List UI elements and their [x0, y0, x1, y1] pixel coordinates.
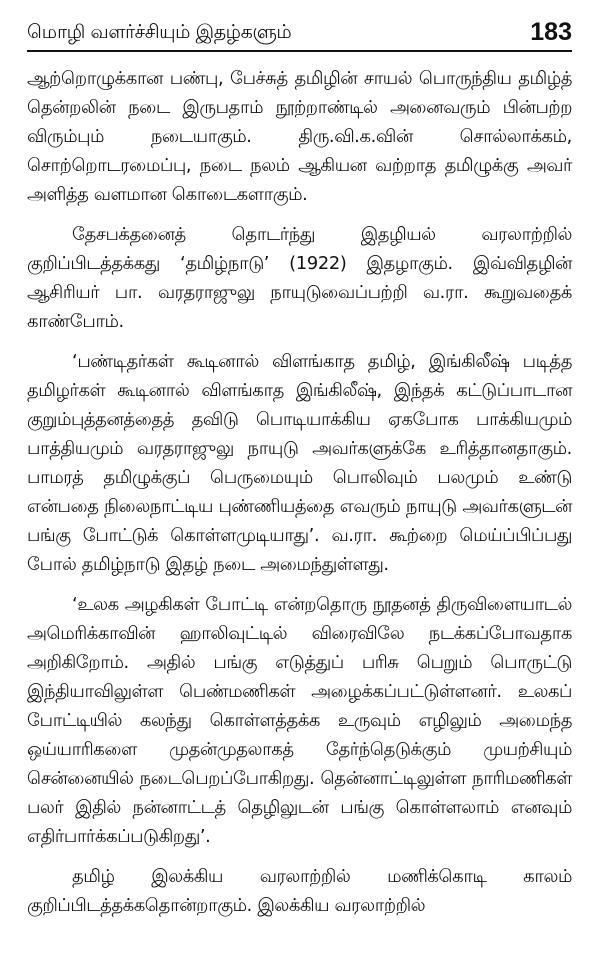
page-body [27, 64, 572, 920]
block-quote-1: ‘பண்டிதர்கள் கூடினால் விளங்காத தமிழ், இங்கிலீஷ் படித்த தமிழர்கள் கூடினால் விளங்காத இங்கிலீஷ், இந்தக் கட்டுப்பாடான குறும்புத்தனத்தைத் தவிடு பொடியாக்கிய ஏகபோக பாக்கியமும் பாத்தியமும் வரதராஜுலு நாயுடு அவர்களுக்கே உரித்தானதாகும். பாமரத் தமிழுக்குப் பெருமையும் பொலிவும் பலமும் உண்டு என்பதை நிலைநாட்டிய புண்ணியத்தை எவரும் நாயுடு அவர்களுடன் பங்கு போட்டுக் கொள்ளமுடியாது’. வ.ரா. கூற்றை மெய்ப்பிப்பது போல் தமிழ்நாடு இதழ் நடை அமைந்துள்ளது. [27, 351, 572, 575]
paragraph-2: தேசபக்தனைத் தொடர்ந்து இதழியல் வரலாற்றில் குறிப்பிடத்தக்கது ‘தமிழ்நாடு’ (1922) இதழாகும். இவ்விதழின் ஆசிரியர் பா. வரதராஜுலு நாயுடுவைப்பற்றி வ.ரா. கூறுவதைக் காண்போம். [27, 224, 572, 332]
page-header [27, 12, 572, 52]
paragraph-1: ஆற்றொழுக்கான பண்பு, பேச்சுத் தமிழின் சாயல் பொருந்திய தமிழ்த் தென்றலின் நடை இருபதாம் நூற்றாண்டில் அனைவரும் பின்பற்ற விரும்பும் நடையாகும். திரு.வி.க.வின் சொல்லாக்கம், சொற்றொடரமைப்பு, நடை நலம் ஆகியன வற்றாத தமிழுக்கு அவர் அளித்த வளமான கொடைகளாகும். [27, 68, 572, 205]
running-title: மொழி வளர்ச்சியும் இதழ்களும் [27, 21, 292, 43]
page-number: 183 [530, 18, 572, 46]
block-quote-2: ‘உலக அழகிகள் போட்டி என்றதொரு நூதனத் திருவிளையாடல் அமெரிக்காவின் ஹாலிவுட்டில் விரைவிலே நடக்கப்போவதாக அறிகிறோம். அதில் பங்கு எடுத்துப் பரிசு பெறும் பொருட்டு இந்தியாவிலுள்ள பெண்மணிகள் அழைக்கப்பட்டுள்ளனர். உலகப் போட்டியில் கலந்து கொள்ளத்தக்க உருவும் எழிலும் அமைந்த ஒய்யாரிகளை முதன்முதலாகத் தேர்ந்தெடுக்கும் முயற்சியும் சென்னையில் நடைபெறப்போகிறது. தென்னாட்டிலுள்ள நாரிமணிகள் பலர் இதில் நன்னாட்டத் தெழிலுடன் பங்கு கொள்ளலாம் எனவும் எதிர்பார்க்கப்படுகிறது’. [27, 594, 572, 847]
paragraph-3: தமிழ் இலக்கிய வரலாற்றில் மணிக்கொடி காலம் குறிப்பிடத்தக்கதொன்றாகும். இலக்கிய வரலாற்றில் [27, 866, 572, 916]
